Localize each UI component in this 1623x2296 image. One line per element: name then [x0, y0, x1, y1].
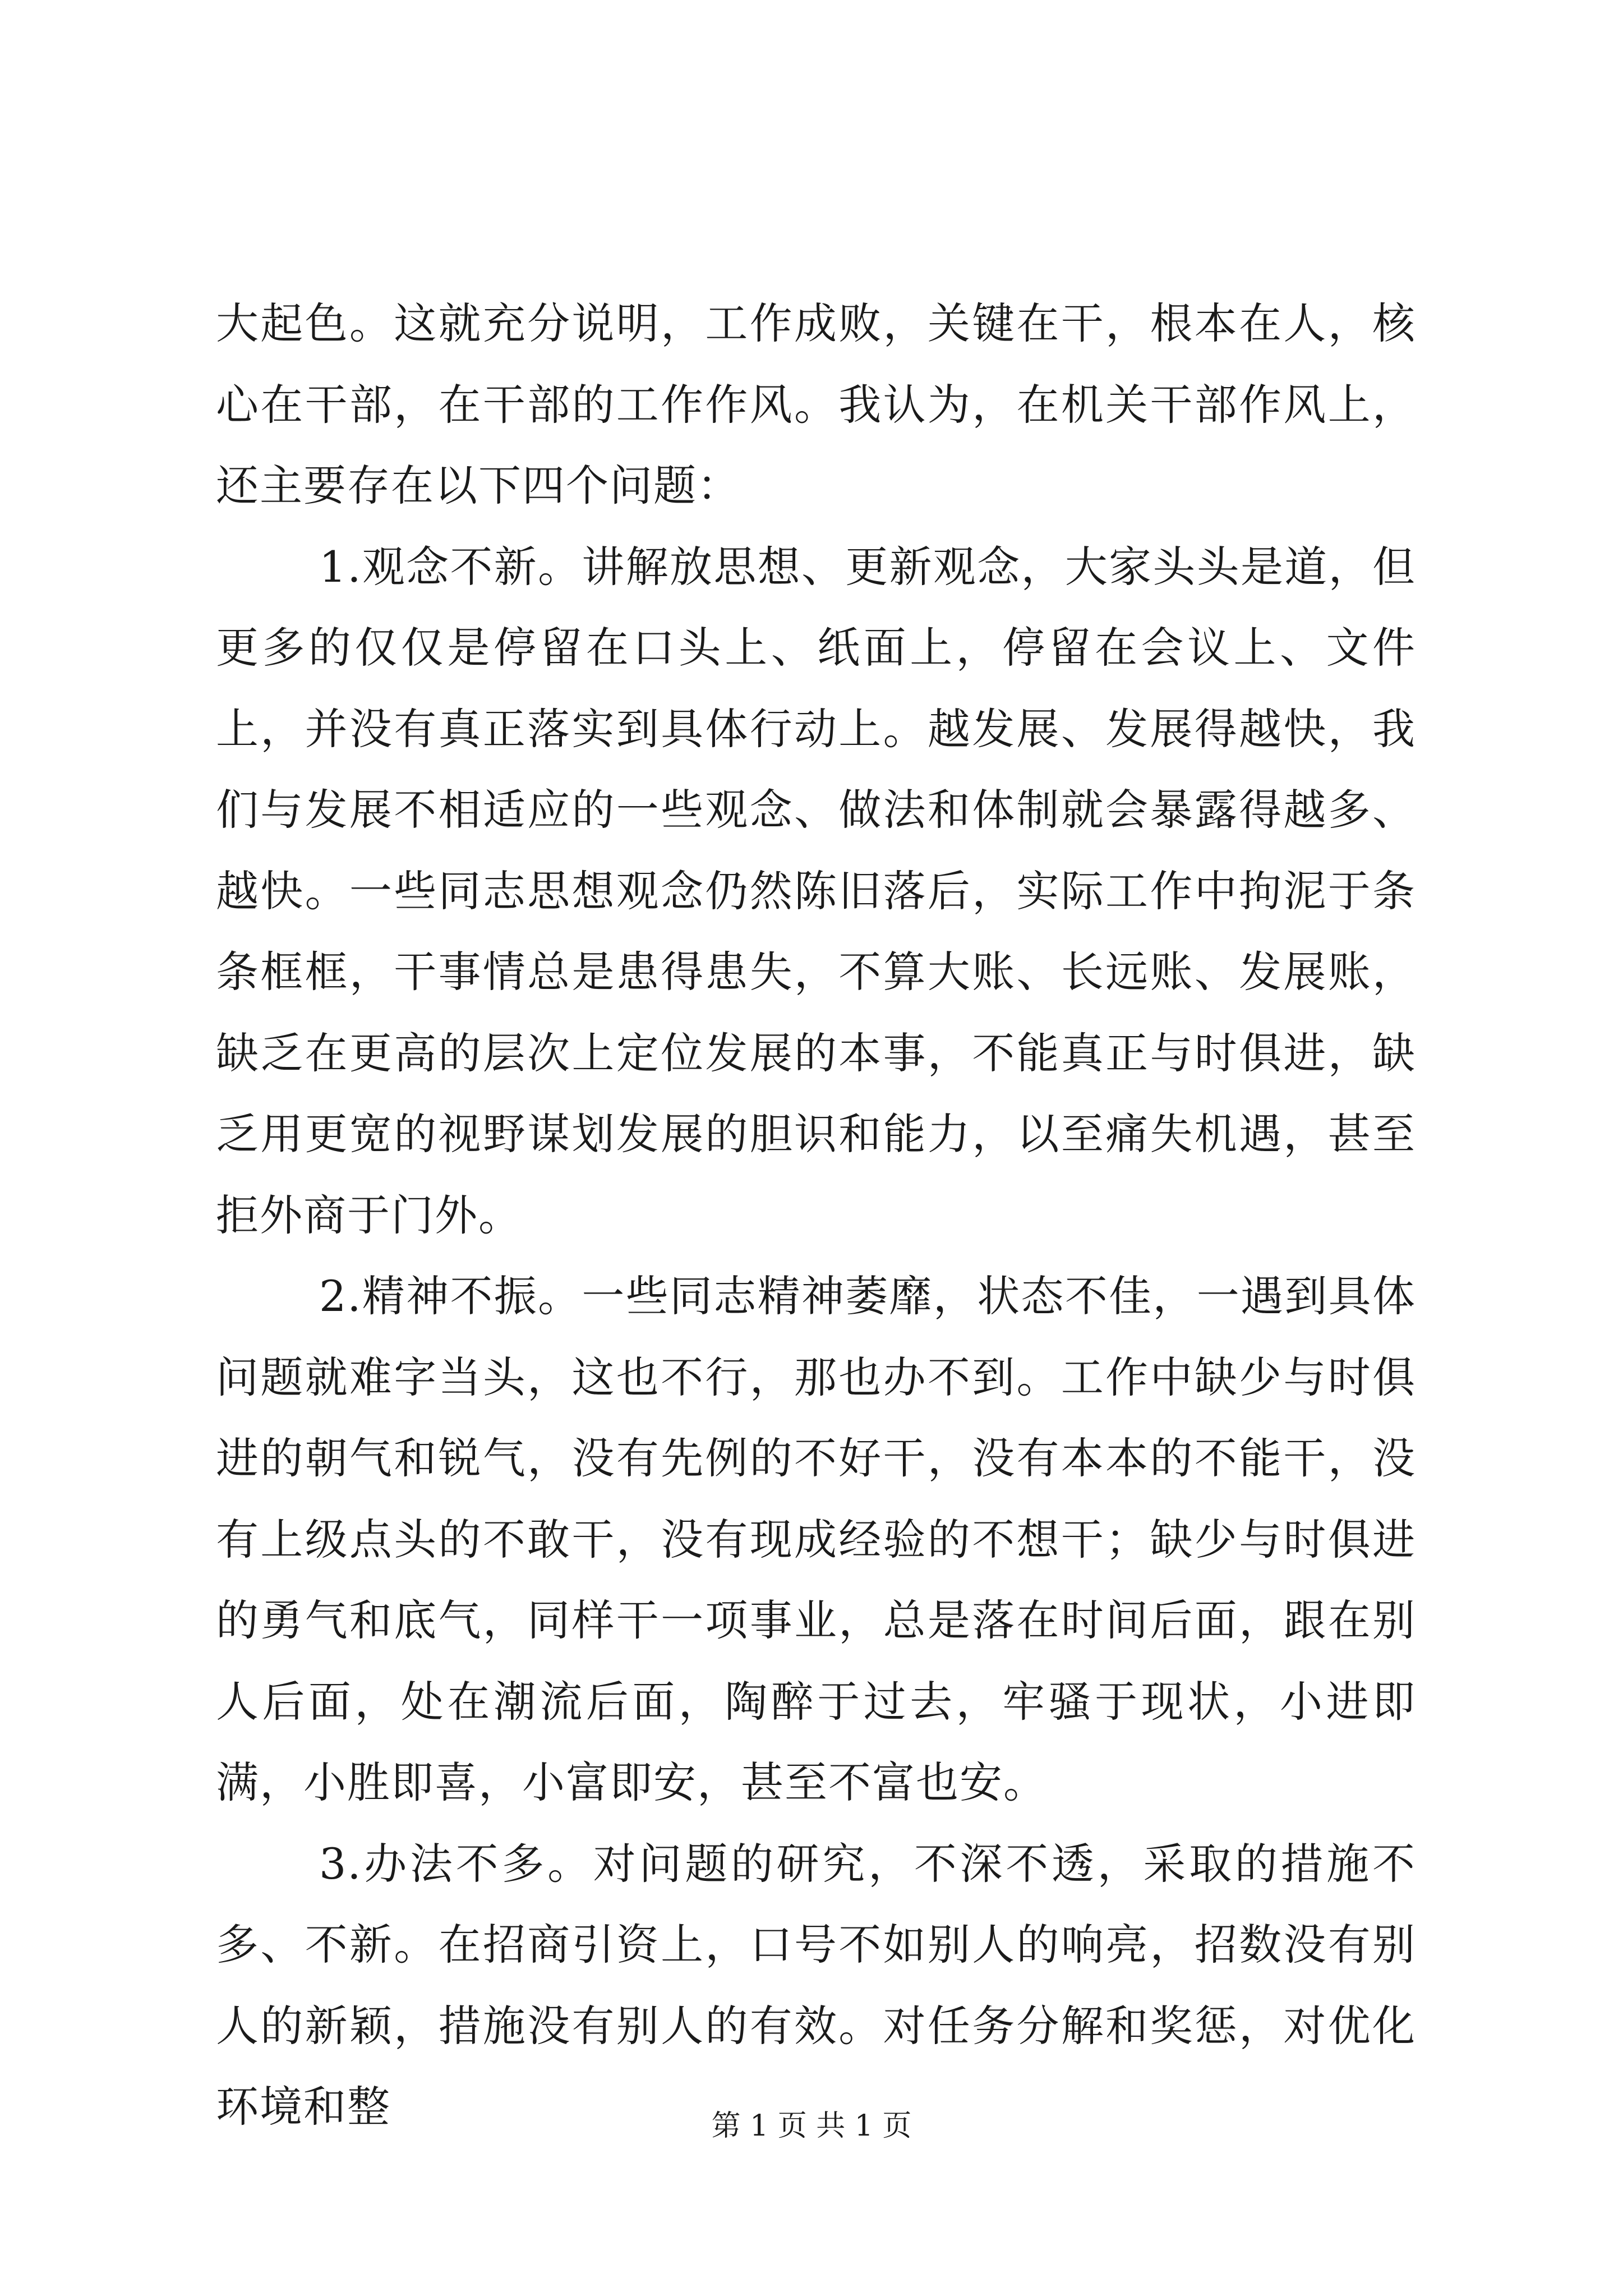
page-footer: 第 1 页 共 1 页 [711, 2109, 912, 2143]
paragraph-intro: 大起色。这就充分说明，工作成败，关键在干，根本在人，核心在干部，在干部的工作作风。我认为，在机关干部作风上，还主要存在以下四个问题： [216, 298, 1416, 510]
paragraph-point-2: 2.精神不振。一些同志精神萎靡，状态不佳，一遇到具体问题就难字当头，这也不行，那也办不到。工作中缺少与时俱进的朝气和锐气，没有先例的不好干，没有本本的不能干，没有上级点头的不敢干，没有现成经验的不想干；缺少与时俱进的勇气和底气，同样干一项事业，总是落在时间后面，跟在别人后面，处在潮流后面，陶醉于过去，牢骚于现状，小进即满，小胜即喜，小富即安，甚至不富也安。 [216, 1271, 1416, 1807]
document-body [216, 283, 1416, 2148]
paragraph-point-1: 1.观念不新。讲解放思想、更新观念，大家头头是道，但更多的仅仅是停留在口头上、纸面上，停留在会议上、文件上，并没有真正落实到具体行动上。越发展、发展得越快，我们与发展不相适应的一些观念、做法和体制就会暴露得越多、越快。一些同志思想观念仍然陈旧落后，实际工作中拘泥于条条框框，干事情总是患得患失，不算大账、长远账、发展账，缺乏在更高的层次上定位发展的本事，不能真正与时俱进，缺乏用更宽的视野谋划发展的胆识和能力，以至痛失机遇，甚至拒外商于门外。 [216, 541, 1416, 1240]
paragraph-point-3: 3.办法不多。对问题的研究，不深不透，采取的措施不多、不新。在招商引资上，口号不如别人的响亮，招数没有别人的新颖，措施没有别人的有效。对任务分解和奖惩，对优化环境和整 [216, 1838, 1416, 2132]
